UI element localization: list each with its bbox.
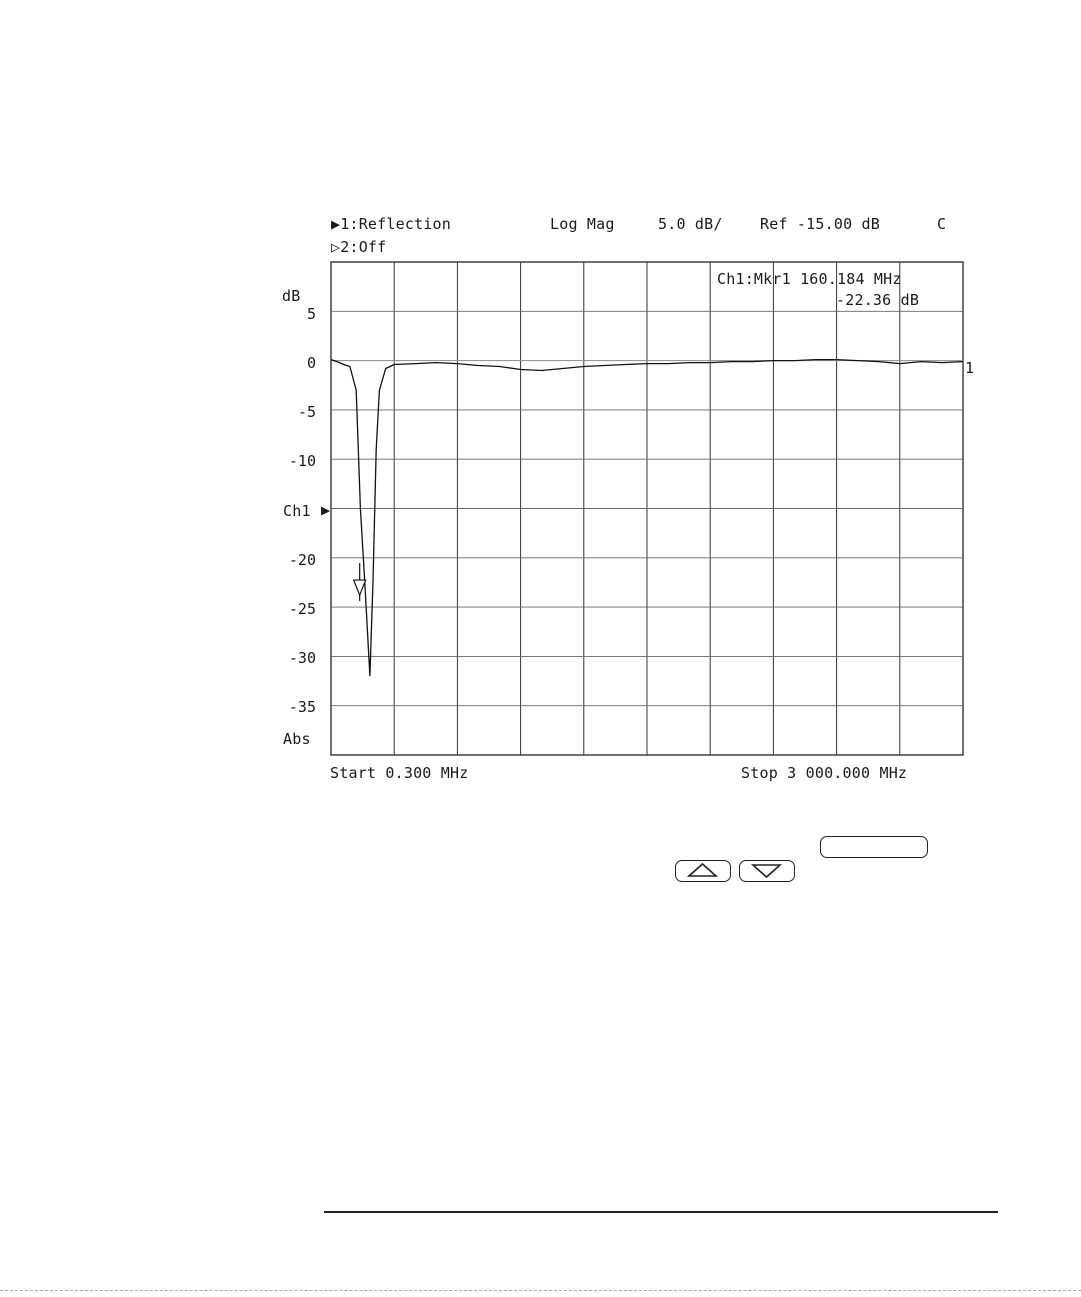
down-arrow-key[interactable] — [739, 860, 795, 882]
reference-position-icon: ▶ — [321, 501, 331, 519]
stop-frequency-label: Stop 3 000.000 MHz — [741, 764, 908, 782]
marker-readout-frequency: Ch1:Mkr1 160.184 MHz — [717, 270, 902, 288]
y-tick-label: -35 — [288, 698, 316, 716]
trace1-text: 1:Reflection — [340, 215, 452, 233]
y-unit-label: dB — [282, 287, 301, 305]
channel-label: Ch1 — [283, 502, 311, 520]
reference-label: Ref -15.00 dB — [760, 215, 880, 233]
cal-indicator: C — [937, 215, 947, 233]
y-tick-label: -10 — [288, 452, 316, 470]
format-label: Log Mag — [550, 215, 615, 233]
up-arrow-icon — [676, 861, 729, 880]
page-rule — [324, 1211, 998, 1213]
inactive-trace-icon: ▷ — [331, 238, 341, 256]
abs-label: Abs — [283, 730, 311, 748]
active-trace-icon: ▶ — [331, 215, 341, 233]
y-tick-label: -30 — [288, 649, 316, 667]
y-tick-label: -25 — [288, 600, 316, 618]
page-edge-dashes — [0, 1290, 1081, 1291]
marker-readout-value: -22.36 dB — [836, 291, 920, 309]
marker-number-label: 1 — [965, 359, 975, 377]
softkey-button[interactable] — [820, 836, 928, 858]
grid — [331, 262, 963, 755]
marker-1-icon — [354, 580, 366, 595]
scale-label: 5.0 dB/ — [658, 215, 723, 233]
up-arrow-key[interactable] — [675, 860, 731, 882]
down-arrow-icon — [740, 861, 793, 880]
y-tick-label: -20 — [288, 551, 316, 569]
trace1-label — [331, 215, 451, 233]
y-tick-label: 0 — [306, 354, 316, 372]
y-tick-label: -5 — [297, 403, 316, 421]
y-tick-label: 5 — [306, 305, 316, 323]
start-frequency-label: Start 0.300 MHz — [330, 764, 469, 782]
trace2-label — [331, 238, 386, 256]
trace2-text: 2:Off — [340, 238, 387, 256]
